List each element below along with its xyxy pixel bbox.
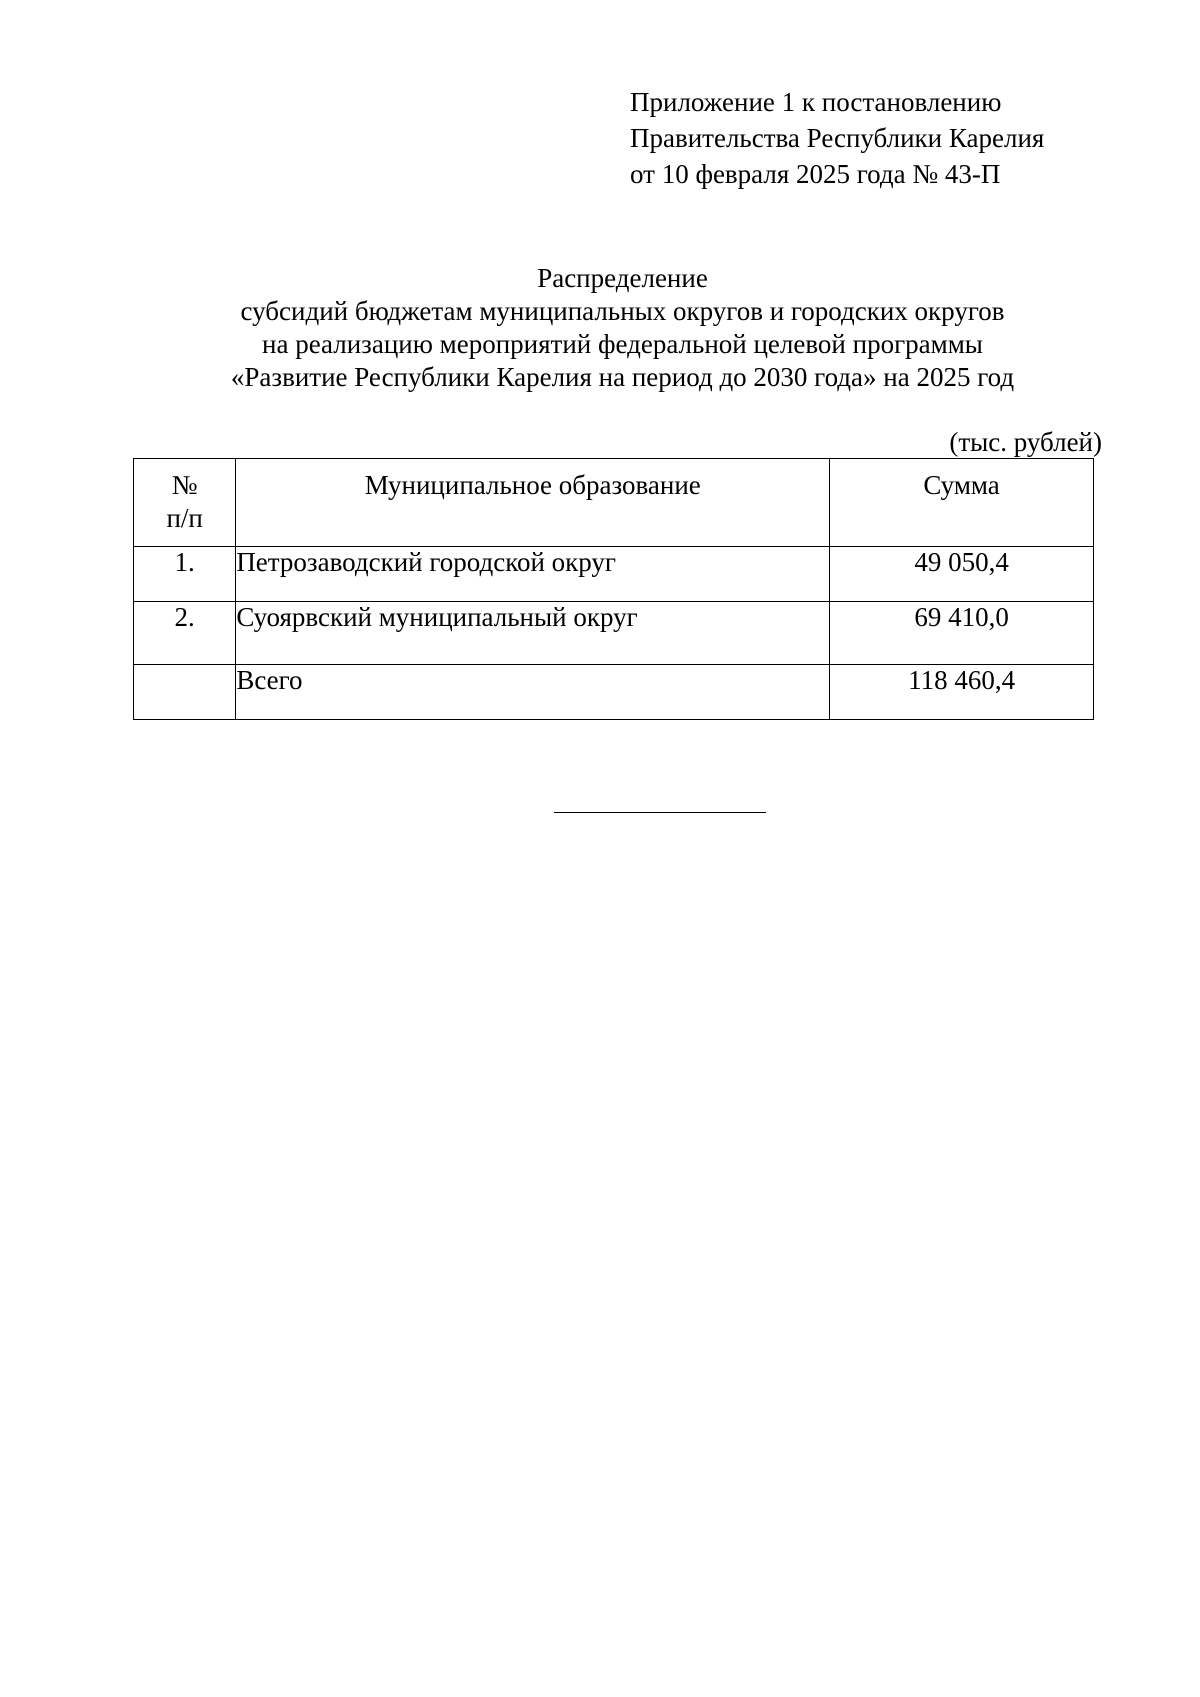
title-line-4: «Развитие Республики Карелия на период до 2030 года» на 2025 год bbox=[230, 362, 1015, 392]
table-row bbox=[134, 602, 1094, 665]
header-municipality: Муниципальное образование bbox=[236, 459, 830, 547]
table-header-row bbox=[134, 459, 1094, 547]
units-label: (тыс. рублей) bbox=[949, 427, 1102, 457]
row-municipality: Петрозаводский городской округ bbox=[236, 547, 830, 602]
appendix-line-2: Правительства Республики Карелия bbox=[630, 123, 1045, 153]
appendix-line-3: от 10 февраля 2025 года № 43-П bbox=[630, 159, 1001, 189]
header-number bbox=[134, 459, 236, 547]
row-number: 1. bbox=[134, 547, 236, 602]
header-number-line-1: № bbox=[171, 470, 198, 500]
title-line-3: на реализацию мероприятий федеральной целевой программы bbox=[262, 329, 983, 359]
appendix-line-1: Приложение 1 к постановлению bbox=[630, 87, 1002, 117]
row-number: 2. bbox=[134, 602, 236, 665]
header-number-line-2: п/п bbox=[166, 503, 203, 533]
table-row bbox=[134, 547, 1094, 602]
appendix-reference bbox=[630, 84, 1044, 192]
row-sum: 118 460,4 bbox=[830, 665, 1094, 720]
row-sum: 49 050,4 bbox=[830, 547, 1094, 602]
header-sum: Сумма bbox=[830, 459, 1094, 547]
row-number bbox=[134, 665, 236, 720]
closing-rule bbox=[554, 812, 766, 813]
row-municipality: Суоярвский муниципальный округ bbox=[236, 602, 830, 665]
row-municipality: Всего bbox=[236, 665, 830, 720]
row-sum: 69 410,0 bbox=[830, 602, 1094, 665]
title-line-1: Распределение bbox=[537, 263, 708, 293]
table-total-row bbox=[134, 665, 1094, 720]
distribution-table bbox=[133, 458, 1094, 720]
document-title bbox=[0, 262, 1200, 394]
title-line-2: субсидий бюджетам муниципальных округов и городских округов bbox=[240, 296, 1005, 326]
